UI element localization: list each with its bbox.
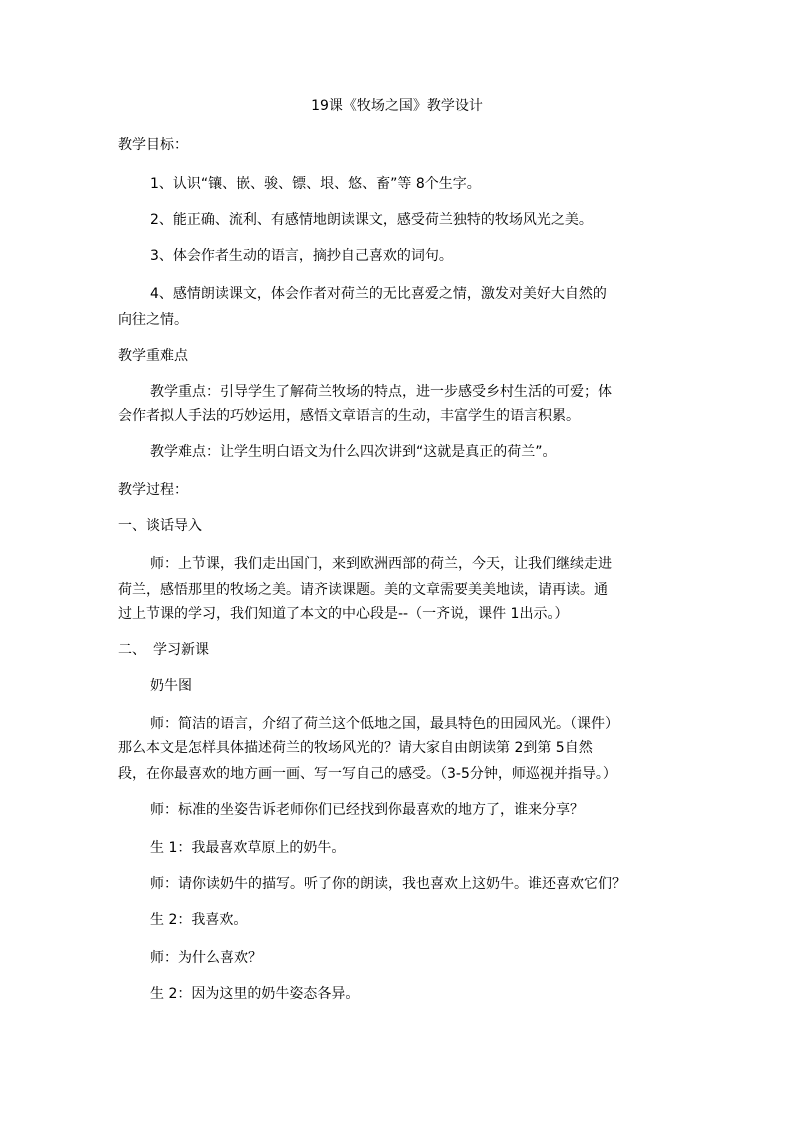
section-1-heading: 一、谈话导入 xyxy=(118,518,202,534)
teacher-3: 师：请你读奶牛的描写。听了你的朗读，我也喜欢上这奶牛。谁还喜欢它们？ xyxy=(150,876,626,892)
document-title: 19课《牧场之国》教学设计 xyxy=(311,98,483,114)
teacher-1-line-1: 师：简洁的语言，介绍了荷兰这个低地之国，最具特色的田园风光。（课件） xyxy=(150,716,619,732)
student-3: 生 2：因为这里的奶牛姿态各异。 xyxy=(150,986,360,1002)
cow-heading: 奶牛图 xyxy=(150,678,192,694)
intro-line-2: 荷兰，感悟那里的牧场之美。请齐读课题。美的文章需要美美地读，请再读。通 xyxy=(118,582,608,598)
student-2: 生 2：我喜欢。 xyxy=(150,912,248,928)
teacher-2: 师：标准的坐姿告诉老师你们已经找到你最喜欢的地方了，谁来分享？ xyxy=(150,802,584,818)
teacher-1-line-3: 段，在你最喜欢的地方画一画、写一写自己的感受。（3-5分钟，师巡视并指导。） xyxy=(118,766,617,782)
intro-line-3: 过上节课的学习，我们知道了本文的中心段是--（一齐说，课件 1出示。） xyxy=(118,606,569,622)
section-2-heading: 二、 学习新课 xyxy=(118,642,209,658)
difficult-point: 教学难点：让学生明白语文为什么四次讲到“这就是真正的荷兰”。 xyxy=(150,444,557,460)
goal-2: 2、能正确、流利、有感情地朗读课文，感受荷兰独特的牧场风光之美。 xyxy=(150,212,593,228)
key-difficult-heading: 教学重难点 xyxy=(118,348,188,364)
process-heading: 教学过程： xyxy=(118,482,188,498)
goal-3: 3、体会作者生动的语言，摘抄自己喜欢的词句。 xyxy=(150,248,453,264)
key-point-line-2: 会作者拟人手法的巧妙运用，感悟文章语言的生动，丰富学生的语言积累。 xyxy=(118,408,580,424)
goal-1: 1、认识“镶、嵌、骏、镖、垠、悠、畜”等 8个生字。 xyxy=(150,176,481,192)
goals-heading: 教学目标： xyxy=(118,137,188,153)
intro-line-1: 师：上节课，我们走出国门，来到欧洲西部的荷兰，今天，让我们继续走进 xyxy=(150,556,612,572)
key-point-line-1: 教学重点：引导学生了解荷兰牧场的特点，进一步感受乡村生活的可爱；体 xyxy=(150,384,612,400)
goal-4-line-2: 向往之情。 xyxy=(118,312,188,328)
teacher-1-line-2: 那么本文是怎样具体描述荷兰的牧场风光的？请大家自由朗读第 2到第 5自然 xyxy=(118,740,593,756)
teacher-4: 师：为什么喜欢？ xyxy=(150,950,262,966)
goal-4-line-1: 4、感情朗读课文，体会作者对荷兰的无比喜爱之情，激发对美好大自然的 xyxy=(150,286,607,302)
student-1: 生 1：我最喜欢草原上的奶牛。 xyxy=(150,840,346,856)
